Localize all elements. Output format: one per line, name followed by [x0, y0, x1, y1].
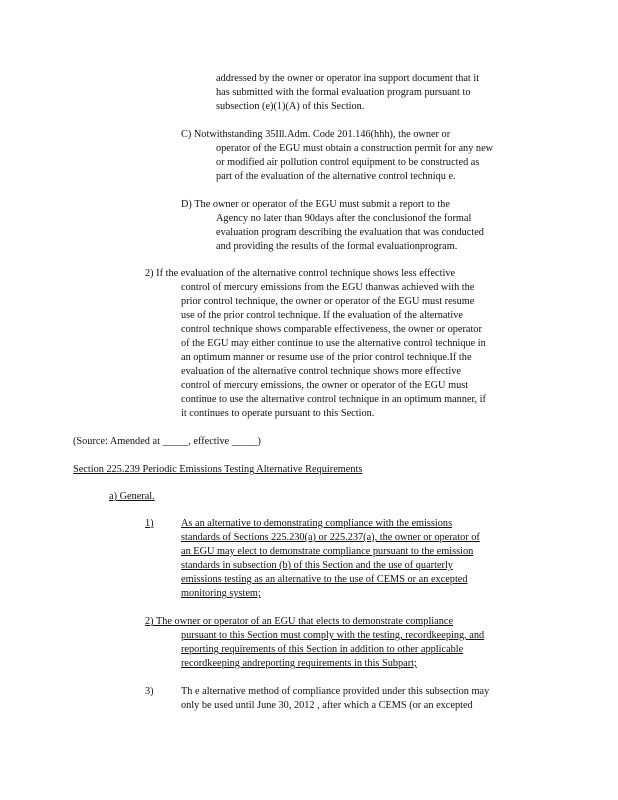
text-line: evaluation of the alternative control technique shows more effective — [181, 366, 462, 377]
text-line: Agency no later than 90days after the conclusionof the formal — [216, 213, 472, 224]
text-line: monitoring system; — [181, 588, 261, 599]
text-line: and providing the results of the formal evaluationprogram. — [216, 241, 458, 252]
text-line: addressed by the owner or operator ina support document that it — [216, 73, 480, 84]
item-2-line: 2) The owner or operator of an EGU that elects to demonstrate compliance — [145, 616, 454, 627]
text-line: an EGU may elect to demonstrate compliance pursuant to the emission — [181, 546, 474, 557]
text-line: control of mercury emissions, the owner or operator of the EGU must — [181, 380, 469, 391]
text-line: of the EGU may either continue to use the alternative control technique in — [181, 338, 486, 349]
text-line: control technique shows comparable effectiveness, the owner or operator — [181, 324, 482, 335]
text-line: only be used until June 30, 2012 , after which a CEMS (or an excepted — [181, 700, 473, 711]
text-line: an optimum manner or resume use of the prior control technique.If the — [181, 352, 472, 363]
text-line: operator of the EGU must obtain a construction permit for any new — [216, 143, 494, 154]
text-line: emissions testing as an alternative to the use of CEMS or an excepted — [181, 574, 468, 585]
subsection-a-heading: a) General. — [109, 491, 155, 502]
item-3-number: 3) — [145, 686, 154, 697]
text-line: evaluation program describing the evaluation that was conducted — [216, 227, 484, 238]
paragraph-d-line: D) The owner or operator of the EGU must submit a report to the — [181, 199, 450, 210]
text-line: reporting requirements of this Section in addition to other applicable — [181, 644, 464, 655]
text-line: or modified air pollution control equipment to be constructed as — [216, 157, 480, 168]
section-heading: Section 225.239 Periodic Emissions Testing Alternative Requirements — [73, 464, 363, 475]
text-line: control of mercury emissions from the EGU thanwas achieved with the — [181, 282, 475, 293]
text-line: subsection (e)(1)(A) of this Section. — [216, 101, 365, 112]
text-line: standards of Sections 225.230(a) or 225.237(a), the owner or operator of — [181, 532, 480, 543]
text-line: As an alternative to demonstrating compliance with the emissions — [181, 518, 453, 529]
text-line: use of the prior control technique. If the evaluation of the alternative — [181, 310, 463, 321]
paragraph-2-line: 2) If the evaluation of the alternative control technique shows less effective — [145, 268, 456, 279]
text-line: recordkeeping andreporting requirements in this Subpart; — [181, 658, 417, 669]
paragraph-c-line: C) Notwithstanding 35Ill.Adm. Code 201.146(hhh), the owner or — [181, 129, 451, 140]
source-note: (Source: Amended at _____, effective _____) — [73, 436, 261, 447]
text-line: Th e alternative method of compliance provided under this subsection may — [181, 686, 490, 697]
text-line: continue to use the alternative control technique in an optimum manner, if — [181, 394, 486, 405]
text-line: prior control technique, the owner or operator of the EGU must resume — [181, 296, 475, 307]
text-line: part of the evaluation of the alternative control techniqu e. — [216, 171, 456, 182]
text-line: has submitted with the formal evaluation program pursuant to — [216, 87, 471, 98]
text-line: standards in subsection (b) of this Section and the use of quarterly — [181, 560, 453, 571]
text-line: pursuant to this Section must comply with the testing, recordkeeping, and — [181, 630, 485, 641]
item-1-number: 1) — [145, 518, 154, 529]
text-line: it continues to operate pursuant to this Section. — [181, 408, 375, 419]
